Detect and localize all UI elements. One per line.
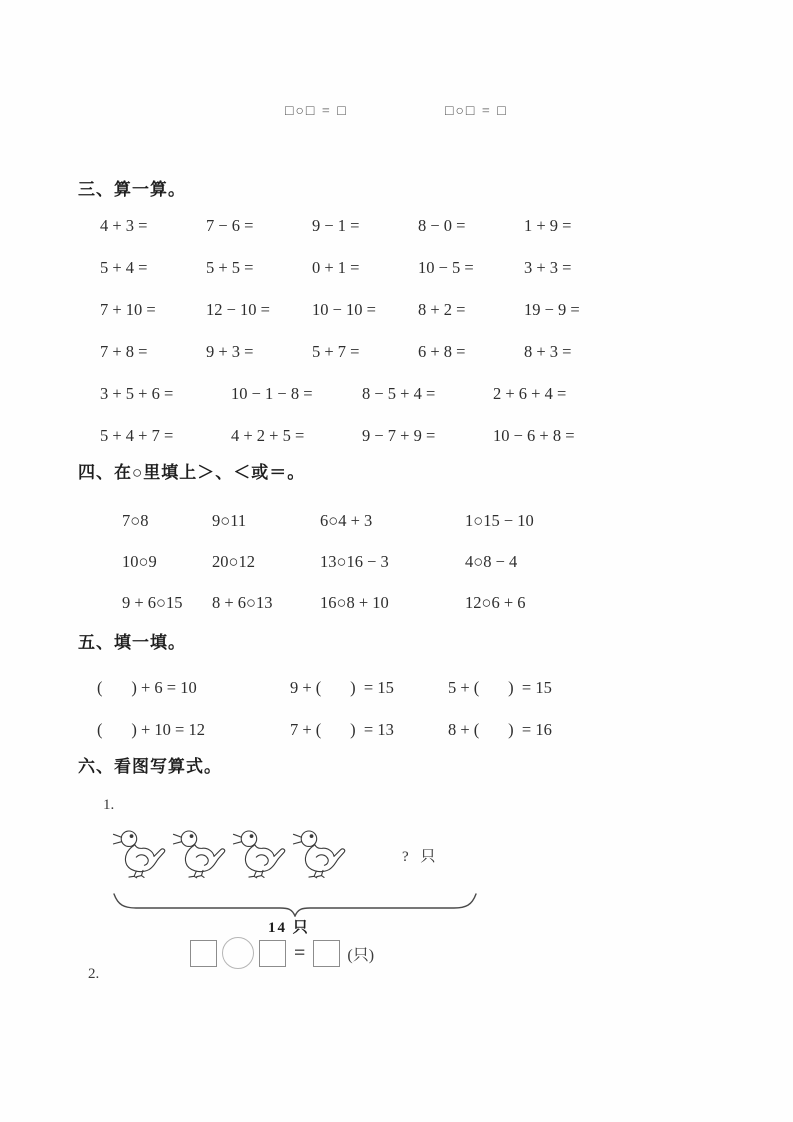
total-count-label: 14 只 xyxy=(268,920,310,936)
blank-square-shape xyxy=(259,940,286,967)
compare-problem: 9○11 xyxy=(212,510,247,530)
duck-icon xyxy=(232,820,288,884)
fill-problem: ( ) + 10 = 12 xyxy=(97,720,205,739)
fill-problem: ( ) + 6 = 10 xyxy=(97,678,197,697)
section5-title: 五、填一填。 xyxy=(78,633,186,652)
calc-problem: 4 + 2 + 5 = xyxy=(231,426,305,445)
calc-problem: 9 + 3 = xyxy=(206,342,254,361)
calc-problem: 8 − 0 = xyxy=(418,216,466,235)
calc-problem: 9 − 7 + 9 = xyxy=(362,426,436,445)
equation-template-right: □○□ = □ xyxy=(445,104,508,119)
question-count-label: ? 只 xyxy=(402,849,440,865)
calc-problem: 9 − 1 = xyxy=(312,216,360,235)
compare-row xyxy=(122,500,740,541)
unit-label: (只) xyxy=(347,946,375,964)
compare-problem: 13○16 − 3 xyxy=(320,551,389,571)
calc-problem: 10 − 5 = xyxy=(418,258,474,277)
calc-problem: 10 − 1 − 8 = xyxy=(231,384,313,403)
compare-row xyxy=(122,541,740,582)
fill-problem: 9 + ( ) = 15 xyxy=(290,678,394,697)
calc-row xyxy=(100,373,750,415)
calc-row xyxy=(100,289,750,331)
equation-template-left: □○□ = □ xyxy=(285,104,348,119)
calc-row xyxy=(100,247,750,289)
fill-row xyxy=(97,709,737,751)
calc-problem: 4 + 3 = xyxy=(100,216,148,235)
compare-problem: 8 + 6○13 xyxy=(212,592,273,612)
section6-title: 六、看图写算式。 xyxy=(78,757,222,776)
calc-problem: 0 + 1 = xyxy=(312,258,360,277)
calc-problem: 19 − 9 = xyxy=(524,300,580,319)
compare-problem: 12○6 + 6 xyxy=(465,592,526,612)
calc-problem: 5 + 4 + 7 = xyxy=(100,426,174,445)
calc-problem: 8 + 2 = xyxy=(418,300,466,319)
calc-problem: 8 − 5 + 4 = xyxy=(362,384,436,403)
fill-row xyxy=(97,667,737,709)
calc-row xyxy=(100,415,750,457)
duck-row xyxy=(112,820,348,884)
calc-row xyxy=(100,205,750,247)
calc-problem: 2 + 6 + 4 = xyxy=(493,384,567,403)
compare-problem: 7○8 xyxy=(122,510,149,530)
fill-problem: 7 + ( ) = 13 xyxy=(290,720,394,739)
fill-problem: 8 + ( ) = 16 xyxy=(448,720,552,739)
section4-problems xyxy=(100,500,740,623)
calc-problem: 12 − 10 = xyxy=(206,300,270,319)
fill-problem: 5 + ( ) = 15 xyxy=(448,678,552,697)
result-square-shape xyxy=(313,940,340,967)
calc-problem: 7 + 8 = xyxy=(100,342,148,361)
compare-problem: 9 + 6○15 xyxy=(122,592,183,612)
duck-icon xyxy=(112,820,168,884)
equals-sign: = xyxy=(294,941,306,964)
calc-problem: 10 − 6 + 8 = xyxy=(493,426,575,445)
calc-problem: 3 + 3 = xyxy=(524,258,572,277)
calc-problem: 10 − 10 = xyxy=(312,300,376,319)
compare-problem: 20○12 xyxy=(212,551,255,571)
section3-title: 三、算一算。 xyxy=(78,180,186,199)
compare-problem: 6○4 + 3 xyxy=(320,510,373,530)
item2-label: 2. xyxy=(88,966,100,982)
calc-problem: 5 + 7 = xyxy=(312,342,360,361)
calc-problem: 6 + 8 = xyxy=(418,342,466,361)
compare-problem: 1○15 − 10 xyxy=(465,510,534,530)
calc-row xyxy=(100,331,750,373)
calc-problem: 7 − 6 = xyxy=(206,216,254,235)
picture-equation xyxy=(190,936,374,970)
section4-title: 四、在○里填上＞、＜或＝。 xyxy=(78,463,306,482)
calc-problem: 8 + 3 = xyxy=(524,342,572,361)
compare-row xyxy=(122,582,740,623)
compare-problem: 16○8 + 10 xyxy=(320,592,389,612)
item1-label: 1. xyxy=(103,797,115,813)
blank-square-shape xyxy=(190,940,217,967)
calc-problem: 7 + 10 = xyxy=(100,300,156,319)
section5-problems xyxy=(97,667,737,751)
duck-icon xyxy=(172,820,228,884)
calc-problem: 1 + 9 = xyxy=(524,216,572,235)
operator-circle-shape xyxy=(222,937,254,969)
compare-problem: 4○8 − 4 xyxy=(465,551,518,571)
duck-icon xyxy=(292,820,348,884)
calc-problem: 3 + 5 + 6 = xyxy=(100,384,174,403)
section3-problems xyxy=(100,205,750,457)
calc-problem: 5 + 5 = xyxy=(206,258,254,277)
calc-problem: 5 + 4 = xyxy=(100,258,148,277)
compare-problem: 10○9 xyxy=(122,551,157,571)
